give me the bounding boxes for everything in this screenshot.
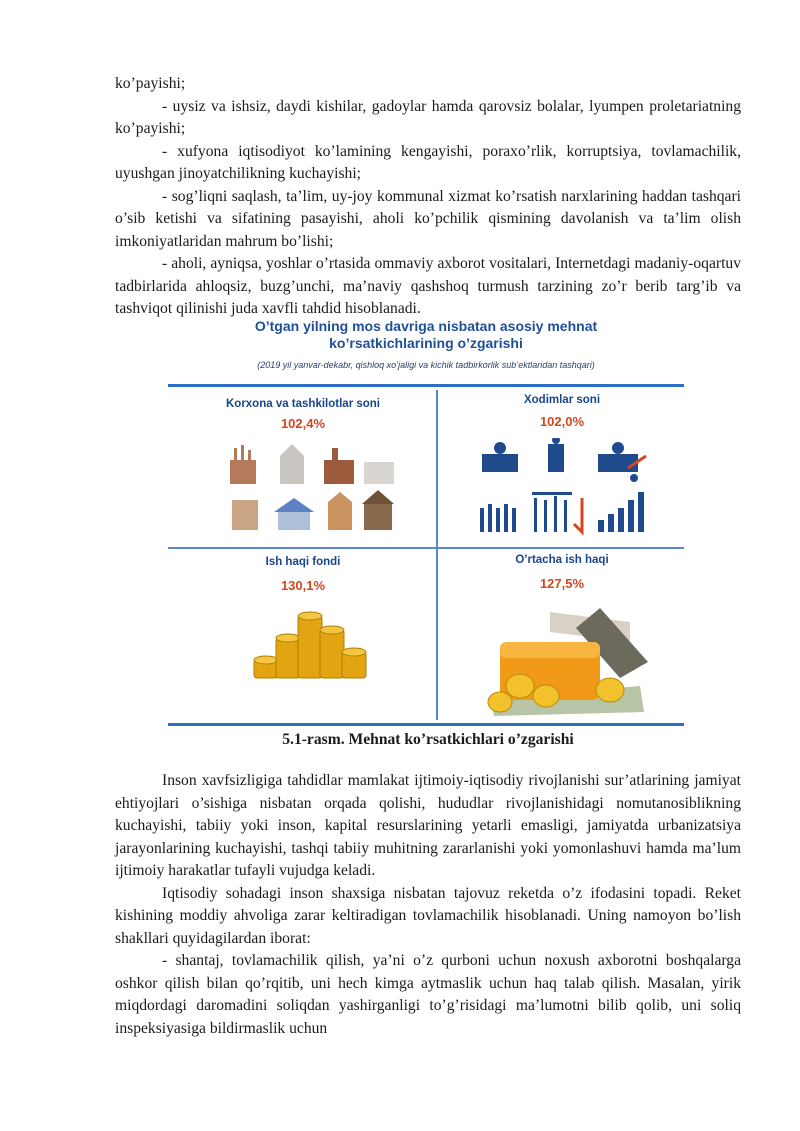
wallet-icon (480, 602, 650, 718)
buildings-icon (228, 440, 398, 538)
quadrant-value: 102,0% (539, 414, 585, 429)
infographic-subtitle: (2019 yil yanvar-dekabr, qishloq xo’jaligi va kichik tadbirkorlik sub’ektlaridan tashqari) (257, 360, 595, 370)
quadrant-value: 102,4% (280, 416, 326, 431)
quadrant-label: Xodimlar soni (523, 394, 601, 406)
vertical-divider (436, 390, 438, 720)
bottom-rule (168, 723, 684, 726)
quadrant-value: 130,1% (280, 578, 326, 593)
list-item: - sog’liqni saqlash, ta’lim, uy-joy kommunal xizmat ko’rsatish narxlarining haddan tashqari o’sib ketishi va sifatining pasayishi, aholi ko’pchilik qismining davolanish va ta’lim olish imkoniyatlaridan mahrum bo’lishi; (115, 187, 741, 250)
paragraph: Inson xavfsizligiga tahdidlar mamlakat ijtimoiy-iqtisodiy rivojlanishi sur’atlarining jamiyat ehtiyojlari o’sishiga nisbatan orqada qolishi, hududlar rivojlanishidagi nomutanosiblikning kuchayishi, tabiiy yoki inson, kapital resurslarining yetarli emasligi, jamiyatda urbanizatsiya jarayonlarining kuchayishi, tashqi tabiiy muhitning zararlanishi yoki yomonlashuvi hamda ma’lum ijtimoiy harakatlar tufayli vujudga keladi. (115, 772, 741, 879)
figure-caption: 5.1-rasm. Mehnat ko’rsatkichlari o’zgarishi (282, 731, 574, 748)
coins-icon (246, 608, 376, 688)
bottom-text-block (115, 770, 741, 1040)
labor-infographic (168, 318, 684, 728)
list-item: - aholi, ayniqsa, yoshlar o’rtasida ommaviy axborot vositalari, Internetdagi madaniy-oqartuv tadbirlarida ahloqsiz, buzg’unchi, ma’naviy qashshoq turmush tarzining zo’r berib targ’ib va tashviqot qilinishi juda xavfli tahdid hisoblanadi. (115, 255, 741, 317)
list-item: - uysiz va ishsiz, daydi kishilar, gadoylar hamda qarovsiz bolalar, lyumpen proletariatning ko’payishi; (115, 97, 741, 137)
quadrant-label: Korxona va tashkilotlar soni (225, 398, 380, 410)
horizontal-divider (168, 547, 684, 549)
infographic-title-line1: O’tgan yilning mos davriga nisbatan asosiy mehnat (254, 318, 598, 334)
paragraph: Iqtisodiy sohadagi inson shaxsiga nisbatan tajovuz reketda o’z ifodasini topadi. Reket kishining moddiy ahvoliga zarar keltiradigan tovlamachilik hisoblanadi. Uning namoyon bo’lish shakllari quyidagilardan iborat: (115, 884, 741, 947)
infographic-title-line2: ko’rsatkichlarining o’zgarishi (329, 335, 523, 351)
quadrant-value: 127,5% (539, 576, 585, 591)
list-item: - xufyona iqtisodiyot ko’lamining kengayishi, poraxo’rlik, korruptsiya, tovlamachilik, uyushgan jinoyatchilikning kuchayishi; (115, 142, 741, 182)
top-text-block (115, 73, 741, 321)
list-item: - shantaj, tovlamachilik qilish, ya’ni o’z qurboni uchun noxush axborotni boshqalarga oshkor qilish bilan qo’rqitib, uni hech kimga aytmaslik uchun haq talab qilish. Masalan, yirik miqdordagi daromadini soliqdan yashirganligi to’g’risidagi ma’lumotni bilib qolib, uni soliq inspeksiyasiga bildirmaslik uchun (115, 952, 741, 1037)
top-rule (168, 384, 684, 387)
paragraph: ko’payishi; (115, 75, 186, 92)
quadrant-label: O’rtacha ish haqi (515, 554, 609, 566)
quadrant-label: Ish haqi fondi (265, 556, 341, 568)
workers-icon (478, 438, 658, 538)
